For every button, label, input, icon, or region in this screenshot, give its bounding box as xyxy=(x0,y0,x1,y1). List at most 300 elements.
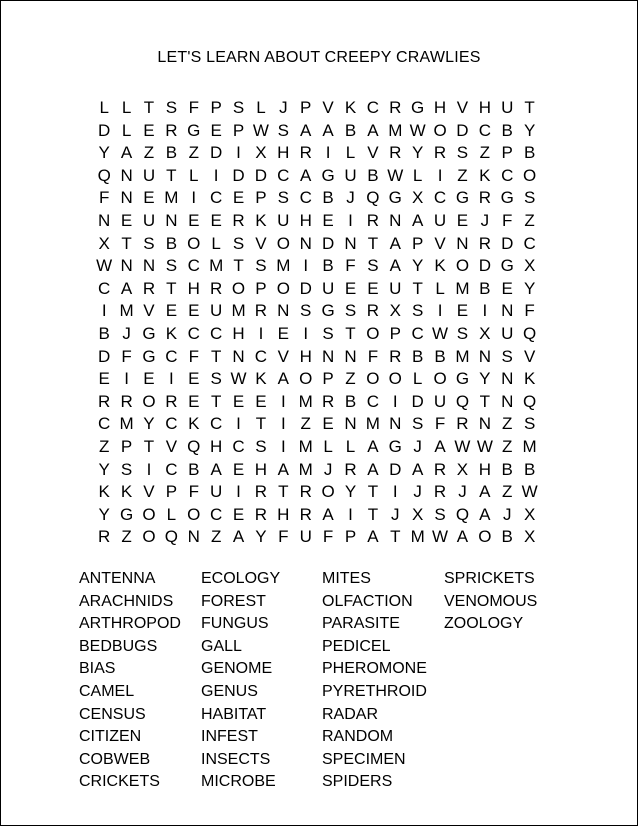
grid-letter: U xyxy=(389,278,402,298)
grid-letter: U xyxy=(277,210,290,230)
grid-letter: Z xyxy=(457,165,468,185)
grid-letter: F xyxy=(188,482,199,502)
grid-letter: V xyxy=(255,233,267,253)
grid-letter: U xyxy=(344,165,357,185)
grid-letter: A xyxy=(456,527,469,547)
grid-letter: U xyxy=(142,210,156,230)
grid-letter: G xyxy=(500,256,514,276)
word-list-item: ARACHNIDS xyxy=(79,592,174,610)
grid-letter: B xyxy=(479,278,491,298)
grid-letter: C xyxy=(187,256,200,276)
grid-letter: S xyxy=(143,233,155,253)
grid-letter: A xyxy=(277,459,289,479)
grid-letter: F xyxy=(121,346,132,366)
grid-letter: G xyxy=(455,369,470,389)
grid-letter: U xyxy=(501,98,514,117)
word-list-item: SPIDERS xyxy=(322,773,393,791)
grid-letter: R xyxy=(389,346,402,366)
grid-letter: R xyxy=(165,391,178,411)
word-list-item: COBWEB xyxy=(79,750,151,768)
grid-letter: E xyxy=(232,504,245,524)
grid-letter: O xyxy=(455,256,470,276)
grid-letter: T xyxy=(367,482,379,502)
grid-letter: G xyxy=(119,504,134,524)
grid-letter: S xyxy=(344,301,357,321)
grid-letter: R xyxy=(120,391,133,411)
word-list-item: FOREST xyxy=(201,592,266,610)
grid-letter: T xyxy=(390,527,401,547)
word-list-item: MICROBE xyxy=(201,773,276,791)
grid-letter: X xyxy=(411,504,424,524)
grid-letter: C xyxy=(98,414,111,434)
grid-letter: G xyxy=(142,346,156,366)
grid-letter: E xyxy=(232,188,245,208)
word-list-item: OLFACTION xyxy=(322,592,413,610)
grid-letter: E xyxy=(255,391,267,411)
grid-letter: Y xyxy=(411,143,424,163)
word-list-item: GALL xyxy=(201,637,242,655)
grid-letter: N xyxy=(501,301,514,321)
grid-letter: I xyxy=(303,323,309,343)
grid-letter: R xyxy=(389,98,402,117)
grid-letter: R xyxy=(98,391,111,411)
grid-letter: A xyxy=(300,165,312,185)
grid-letter: M xyxy=(231,301,246,321)
grid-letter: U xyxy=(433,210,447,230)
grid-letter: K xyxy=(165,323,178,343)
grid-letter: H xyxy=(277,504,290,524)
word-list xyxy=(79,568,566,794)
grid-letter: R xyxy=(433,482,447,502)
grid-letter: Z xyxy=(121,527,132,547)
grid-letter: K xyxy=(255,210,267,230)
grid-letter: P xyxy=(344,527,357,547)
grid-letter: I xyxy=(437,165,443,185)
grid-letter: X xyxy=(523,527,536,547)
grid-letter: I xyxy=(303,256,309,276)
grid-letter: B xyxy=(523,143,536,163)
grid-letter: M xyxy=(388,120,403,140)
grid-letter: S xyxy=(322,323,334,343)
word-list-item: PARASITE xyxy=(322,615,400,633)
grid-letter: J xyxy=(413,482,422,502)
grid-letter: S xyxy=(232,98,245,117)
grid-letter: I xyxy=(392,482,398,502)
grid-letter: C xyxy=(523,233,536,253)
grid-letter: P xyxy=(210,98,222,117)
grid-letter: M xyxy=(455,278,470,298)
grid-letter: O xyxy=(276,233,290,253)
grid-letter: W xyxy=(454,436,471,456)
grid-letter: W xyxy=(387,165,404,185)
grid-letter: G xyxy=(388,436,402,456)
grid-letter: A xyxy=(322,120,334,140)
grid-letter: B xyxy=(411,346,424,366)
grid-letter: E xyxy=(456,301,469,321)
grid-letter: E xyxy=(98,369,110,389)
grid-letter: R xyxy=(456,414,469,434)
grid-letter: G xyxy=(500,188,514,208)
word-list-item: ZOOLOGY xyxy=(444,615,524,633)
grid-letter: E xyxy=(143,369,155,389)
grid-letter: J xyxy=(346,188,355,208)
grid-letter: I xyxy=(280,391,286,411)
grid-letter: S xyxy=(165,256,178,276)
grid-letter: N xyxy=(142,256,156,276)
grid-letter: M xyxy=(365,414,380,434)
word-list-item: INFEST xyxy=(201,728,258,746)
grid-letter: I xyxy=(236,414,241,434)
grid-letter: O xyxy=(433,120,447,140)
grid-letter: D xyxy=(389,459,402,479)
grid-letter: R xyxy=(344,459,357,479)
grid-letter: C xyxy=(366,391,380,411)
grid-letter: L xyxy=(412,165,423,185)
grid-letter: C xyxy=(210,504,223,524)
word-list-item: PEDICEL xyxy=(322,637,391,655)
grid-letter: S xyxy=(456,143,469,163)
grid-letter: C xyxy=(411,323,424,343)
grid-letter: J xyxy=(480,210,490,230)
grid-letter: K xyxy=(523,369,536,389)
grid-letter: O xyxy=(523,165,537,185)
grid-letter: A xyxy=(322,504,334,524)
grid-letter: M xyxy=(298,459,313,479)
grid-letter: T xyxy=(278,482,289,502)
grid-letter: R xyxy=(433,459,447,479)
grid-letter: M xyxy=(276,256,291,276)
grid-letter: O xyxy=(142,504,156,524)
grid-letter: N xyxy=(98,210,111,230)
grid-letter: O xyxy=(142,391,156,411)
grid-letter: T xyxy=(479,391,491,411)
grid-letter: D xyxy=(299,278,312,298)
grid-letter: Z xyxy=(502,414,513,434)
grid-letter: I xyxy=(437,301,443,321)
grid-letter: H xyxy=(299,346,312,366)
grid-letter: I xyxy=(101,301,107,321)
grid-letter: D xyxy=(232,165,245,185)
grid-letter: R xyxy=(299,504,312,524)
word-list-item: PYRETHROID xyxy=(322,682,427,700)
word-list-item: HABITAT xyxy=(201,705,267,723)
grid-letter: R xyxy=(321,391,335,411)
grid-letter: H xyxy=(210,436,223,456)
grid-letter: C xyxy=(433,188,447,208)
grid-letter: S xyxy=(210,369,222,389)
grid-letter: Q xyxy=(523,391,537,411)
grid-letter: N xyxy=(389,414,402,434)
grid-letter: X xyxy=(479,323,491,343)
grid-letter: U xyxy=(210,301,223,321)
word-list-item: ARTHROPOD xyxy=(79,615,181,633)
letter-grid xyxy=(93,97,541,549)
grid-letter: X xyxy=(389,301,401,321)
grid-letter: P xyxy=(255,278,267,298)
grid-letter: O xyxy=(388,369,402,389)
grid-letter: Q xyxy=(366,188,380,208)
grid-letter: O xyxy=(276,278,290,298)
grid-letter: R xyxy=(142,278,156,298)
grid-letter: Z xyxy=(188,143,199,163)
grid-letter: I xyxy=(482,301,488,321)
grid-letter: I xyxy=(348,504,353,524)
grid-letter: O xyxy=(433,369,447,389)
grid-letter: M xyxy=(522,436,537,456)
grid-letter: C xyxy=(165,414,178,434)
grid-letter: C xyxy=(98,278,111,298)
grid-letter: Y xyxy=(411,256,424,276)
word-list-item: SPECIMEN xyxy=(322,750,406,768)
grid-letter: N xyxy=(344,233,357,253)
grid-letter: D xyxy=(321,233,335,253)
grid-letter: D xyxy=(478,256,491,276)
grid-letter: Z xyxy=(345,369,356,389)
grid-letter: Y xyxy=(143,414,155,434)
grid-letter: K xyxy=(344,98,357,117)
grid-letter: E xyxy=(501,278,513,298)
grid-letter: C xyxy=(299,188,312,208)
grid-letter: A xyxy=(479,504,491,524)
grid-letter: N xyxy=(478,346,491,366)
grid-letter: D xyxy=(98,120,111,140)
word-list-item: CAMEL xyxy=(79,682,135,700)
grid-letter: A xyxy=(411,210,424,230)
grid-letter: E xyxy=(143,188,155,208)
grid-letter: B xyxy=(188,459,200,479)
grid-letter: R xyxy=(254,482,268,502)
word-list-item: CENSUS xyxy=(79,705,146,723)
grid-letter: Z xyxy=(524,210,535,230)
grid-letter: S xyxy=(255,256,267,276)
grid-letter: E xyxy=(344,278,357,298)
grid-letter: L xyxy=(323,436,333,456)
grid-letter: Z xyxy=(99,436,110,456)
grid-letter: S xyxy=(277,188,289,208)
grid-letter: A xyxy=(479,482,491,502)
grid-letter: I xyxy=(325,143,331,163)
grid-letter: A xyxy=(411,459,424,479)
grid-letter: F xyxy=(345,256,356,276)
grid-letter: H xyxy=(232,323,245,343)
grid-letter: I xyxy=(146,459,152,479)
grid-letter: J xyxy=(279,98,288,117)
grid-letter: E xyxy=(322,414,334,434)
grid-letter: C xyxy=(501,165,514,185)
grid-letter: G xyxy=(187,120,201,140)
grid-letter: S xyxy=(456,323,469,343)
grid-letter: S xyxy=(300,301,312,321)
grid-letter: Q xyxy=(455,504,470,524)
grid-letter: C xyxy=(165,346,178,366)
grid-letter: V xyxy=(143,301,155,321)
grid-letter: M xyxy=(119,414,134,434)
grid-letter: J xyxy=(122,323,131,343)
grid-letter: I xyxy=(236,143,241,163)
grid-letter: S xyxy=(232,233,245,253)
grid-letter: B xyxy=(367,165,379,185)
word-list-item: CRICKETS xyxy=(79,773,160,791)
grid-letter: Q xyxy=(187,436,201,456)
grid-letter: B xyxy=(523,459,536,479)
grid-letter: N xyxy=(321,346,335,366)
grid-letter: V xyxy=(143,482,155,502)
grid-letter: F xyxy=(524,301,535,321)
grid-letter: H xyxy=(433,98,447,117)
grid-letter: I xyxy=(258,323,264,343)
grid-letter: B xyxy=(322,188,334,208)
word-list-item: PHEROMONE xyxy=(322,660,427,678)
grid-letter: L xyxy=(345,436,356,456)
word-list-item: MITES xyxy=(322,570,371,587)
grid-letter: E xyxy=(232,459,245,479)
grid-letter: A xyxy=(277,369,289,389)
grid-letter: P xyxy=(322,369,334,389)
grid-letter: V xyxy=(165,436,178,456)
grid-letter: P xyxy=(300,98,312,117)
grid-letter: I xyxy=(169,369,174,389)
grid-letter: V xyxy=(434,233,446,253)
grid-letter: H xyxy=(187,278,200,298)
grid-letter: W xyxy=(409,120,426,140)
grid-letter: N xyxy=(501,391,514,411)
grid-letter: C xyxy=(478,120,491,140)
grid-letter: B xyxy=(434,346,446,366)
grid-letter: P xyxy=(120,436,133,456)
grid-letter: E xyxy=(120,210,133,230)
grid-letter: I xyxy=(191,188,197,208)
grid-letter: N xyxy=(456,233,469,253)
grid-letter: E xyxy=(165,301,178,321)
grid-letter: K xyxy=(479,165,491,185)
word-list-item: BEDBUGS xyxy=(79,637,158,655)
grid-letter: E xyxy=(143,120,155,140)
grid-letter: G xyxy=(321,165,335,185)
grid-letter: Y xyxy=(98,459,110,479)
grid-letter: G xyxy=(388,188,402,208)
grid-letter: C xyxy=(277,165,290,185)
grid-letter: N xyxy=(277,301,290,321)
grid-letter: T xyxy=(143,436,155,456)
grid-letter: C xyxy=(165,459,178,479)
grid-letter: L xyxy=(99,98,109,117)
grid-letter: Y xyxy=(98,143,110,163)
grid-letter: F xyxy=(434,414,446,434)
grid-letter: V xyxy=(523,346,536,366)
grid-letter: T xyxy=(233,256,244,276)
grid-letter: P xyxy=(411,233,424,253)
grid-letter: R xyxy=(232,210,245,230)
grid-letter: Q xyxy=(164,527,178,547)
grid-letter: W xyxy=(432,527,449,547)
grid-letter: B xyxy=(98,323,110,343)
grid-letter: N xyxy=(344,346,357,366)
grid-letter: O xyxy=(142,527,156,547)
grid-letter: Z xyxy=(210,527,222,547)
grid-letter: E xyxy=(188,210,200,230)
grid-letter: T xyxy=(345,323,356,343)
grid-letter: R xyxy=(366,301,380,321)
grid-letter: I xyxy=(236,482,241,502)
grid-letter: K xyxy=(98,482,110,502)
grid-letter: U xyxy=(321,278,335,298)
word-list-item: SPRICKETS xyxy=(444,570,535,587)
grid-letter: O xyxy=(478,527,492,547)
grid-letter: S xyxy=(523,414,536,434)
grid-letter: R xyxy=(433,143,447,163)
grid-letter: Y xyxy=(523,120,536,140)
grid-letter: S xyxy=(120,459,133,479)
grid-letter: E xyxy=(367,278,379,298)
grid-letter: B xyxy=(165,143,178,163)
grid-letter: H xyxy=(478,98,491,117)
grid-letter: K xyxy=(120,482,133,502)
grid-letter: A xyxy=(210,459,222,479)
grid-letter: P xyxy=(389,323,401,343)
grid-letter: G xyxy=(321,301,335,321)
grid-letter: E xyxy=(456,210,469,230)
grid-letter: C xyxy=(210,414,223,434)
grid-letter: D xyxy=(501,233,514,253)
grid-letter: H xyxy=(478,459,491,479)
grid-letter: F xyxy=(367,346,379,366)
grid-letter: Z xyxy=(502,482,513,502)
grid-letter: S xyxy=(165,98,178,117)
grid-letter: S xyxy=(434,504,446,524)
grid-letter: R xyxy=(299,482,312,502)
grid-letter: M xyxy=(298,391,313,411)
grid-letter: O xyxy=(299,369,313,389)
grid-letter: K xyxy=(188,414,200,434)
grid-letter: J xyxy=(391,504,400,524)
grid-letter: O xyxy=(187,504,201,524)
grid-letter: I xyxy=(348,210,353,230)
grid-letter: T xyxy=(143,98,155,117)
grid-letter: R xyxy=(478,233,491,253)
grid-letter: L xyxy=(189,165,199,185)
grid-letter: Q xyxy=(97,165,111,185)
grid-letter: L xyxy=(121,120,132,140)
grid-letter: V xyxy=(277,346,289,366)
grid-letter: F xyxy=(322,527,334,547)
grid-letter: H xyxy=(299,210,312,230)
word-list-item: GENUS xyxy=(201,682,258,700)
grid-letter: A xyxy=(367,120,379,140)
grid-letter: U xyxy=(142,165,156,185)
grid-letter: A xyxy=(232,527,245,547)
grid-letter: U xyxy=(433,391,447,411)
grid-letter: A xyxy=(300,120,312,140)
grid-letter: X xyxy=(523,504,536,524)
grid-letter: Y xyxy=(479,369,491,389)
grid-letter: N xyxy=(120,188,133,208)
grid-letter: M xyxy=(119,301,134,321)
grid-letter: X xyxy=(255,143,267,163)
grid-letter: Z xyxy=(502,436,513,456)
grid-letter: E xyxy=(210,120,222,140)
grid-letter: L xyxy=(412,369,423,389)
grid-letter: X xyxy=(98,233,110,253)
grid-letter: E xyxy=(322,210,334,230)
grid-letter: M xyxy=(164,188,179,208)
grid-letter: E xyxy=(188,391,200,411)
grid-letter: V xyxy=(456,98,469,117)
grid-letter: Y xyxy=(98,504,110,524)
grid-letter: L xyxy=(435,278,445,298)
grid-letter: S xyxy=(277,120,289,140)
grid-letter: M xyxy=(410,527,425,547)
grid-letter: W xyxy=(521,482,538,502)
